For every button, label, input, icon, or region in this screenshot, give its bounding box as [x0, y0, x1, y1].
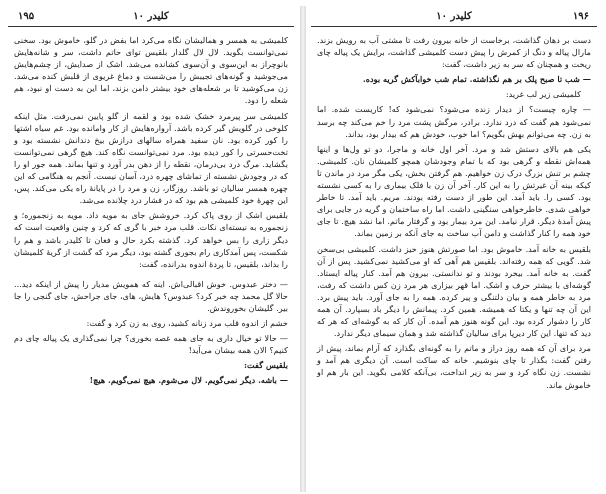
left-page-body — [14, 34, 288, 482]
left-page — [8, 10, 294, 486]
paragraph: خشم از اندوه قلب مرد زنانه کشید، روی به زن کرد و گفت: — [86, 318, 288, 329]
paragraph: مرد برای آن که همه روز دراز و ماتم را به گونه‌ای بگذارد که آرام بماند، پیش از رفتن گفت: بگذار تا چای بنوشیم. خانه که ساکت است. آن دیگری هم آمد و نشست. زن نگاه کرد و سر به زیر انداخت، بی‌آنکه کلامی بگوید. این بار هم او خاموش ماند. — [317, 343, 591, 390]
paragraph: کلمیشی به همسر و همالیشان نگاه می‌کرد اما بفض در گلو، خاموش بود. سخنی نمی‌توانست بگوید. لال لال گلدار بلقیس توای حاتم داشت، سر و شانه‌هایش بانوچراز به این‌سوی و آن‌سوی کشانده می‌شد. اشک از صدایش، از چشم‌هایش می‌جوشید و گونه‌های تجیبش را می‌شست و دماغ غریوی از قلبش کنده می‌شد. زن می‌کوشید تا بر شعله‌های خود بیشتر دامن بزند، اما این به دست او نبود، هم شعله را دود. — [14, 35, 288, 106]
paragraph: — دختر عبدوس. خوش اقبالی‌اش. اینه که همویش مدیار را پیش از اینکه دید... حالا گل محمد چه خبر کرد؟ عبدوس؟ هایش، های، جای جراحش، جای گنجی را جا بیر. گلیشان بخوروندش. — [14, 278, 288, 313]
left-page-number: ۱۹۵ — [18, 11, 35, 22]
paragraph: کلمیشی سر پیرمرد خشک شده بود و لقمه از گلو پایین نمی‌رفت. مثل اینکه کلوخی در گلویش گیر کرده باشد. آرواره‌هایش از کار وامانده بود. غم سیاه اشتها را کور کرده بود. نان سفید همراه سالهای درازش بیخ دندانش نشسته بود و تخت‌حسرتی را کور دیده بود. مرد نمی‌توانست نگاه کند. هیچ گرهی نمی‌توانست بگشاید. مرگ درد بی‌درمان، نقطه را از دهن بدر آورد و تنها بماند. همه جور او را که در وجودش نشسته از تماشای چهره درد، آسان نیست. آنجم به هنگامی که این چهره همسر سالیان تو باشد. روزگار، زن و مرد را در پایانهٔ راه یکی می‌کند. پس، این چهرهٔ خود کلمیشی هم بود که در فشار درد چلانده می‌شد. — [14, 110, 288, 206]
paragraph: یکی هم بالای دستش شد و مرد. آخر اول خانه و ماجرا، دو تو ول‌ها و اینها همه‌اش نقطه و گرهی بود که با تمام وجودشان همچو کلمیشان نان. کلمیشی. چشم بر تنش بزرگ درک زن خواهیم. هم گرفتن بخش، یکی مگر مرد در ماندن تا کیکه بینه آن غیرتش را به این کار. آخر آن زن با فلک بیماری را به کسی نشسته بود. کسی را. باید آمد. این طور از دست رفته بودند. مریم. باید آمد. تا خاطر خواهی شدی. خاطرخواهی سنگینی داشت. اما راه ساختمان و گریه در جایی برای پیش آمدهٔ دیگر. قرار نیامد. این مرد بیمار بود و گرفتار ماتم. اما نشد هیچ. تا جای خود همه را کنار گذاشت و دامن آب ساخت به جای آنکه بر زمین بماند. — [317, 143, 591, 239]
right-page-number: ۱۹۶ — [572, 11, 589, 22]
paragraph: بلقیس اشک از روی پاک کرد. خروشش جای به مویه داد. مویه به زنجموره؛ و زنجموره به نیسته‌ای نکات. قلب مرد خبر با گری که کرد و چنین واقعیت است که دیگر زاری را بس خواهد کرد. گذشته بکرد حال و فغان تا کلیدر باشد و هم را شکست، پس آمدکاری رام بجوری گشته بود، دیگر مرد که گشت از گریهٔ کلمیشان را بداند، بلقیس، تا پردهٔ اندوه بدرانده، گفت: — [14, 210, 288, 269]
right-page-header — [311, 10, 597, 27]
right-page — [311, 10, 597, 486]
book-gutter — [300, 6, 306, 492]
left-page-header — [8, 10, 294, 27]
paragraph: بلقیس گفت: — [244, 360, 288, 371]
right-running-title: کلیدر ۱۰ — [436, 11, 472, 22]
paragraph: — حالا تو خیال داری به جای همه غصه بخوری؟ چرا نمی‌گذاری یک پیاله چای دم کنیم؟ الان همه بیشان می‌آید! — [14, 333, 288, 356]
paragraph: — باشه. دیگر نمی‌گویم. لال می‌شوم. هیچ نمی‌گویم. هیچ! — [89, 375, 288, 386]
paragraph: — شب تا صبح پلک بر هم نگذاشته. تمام شب خوابآکش گریه بوده. — [362, 74, 591, 85]
paragraph: — چاره چیست؟ از دیدار زنده می‌شود؟ نمی‌شود که! کاریست شده. اما نمی‌شود هم گفت که درد ندارد. برادر، مرگش پشت مرد را خم می‌کند چه برسد به زن. چه می‌توانم بهش بگویم؟ اما خوب، خودش هم که بیدار بود، بداند. — [317, 104, 591, 139]
paragraph: دست بر دهان گذاشت، برخاست از خانه بیرون رفت تا مشتی آب به رویش بزند. مارال پیاله و دنگ از کمرش را پیش دست کلمیشی گذاشت، برایش یک پیاله چای ریخت و همچنان که سر به زیر داشت، گفت: — [317, 35, 591, 70]
paragraph: بلقیس به خانه آمد. خاموش بود. اما صورتش هنوز خیز داشت. کلمیشی بی‌سخن شد. گویی که همه رفته‌اند. بلقیس هم آهی که او می‌کشید نمی‌کشید. پس از آن گفت. به خانه آمد. بیخرد بودند و تو ندانستی. بیرون هم آمد. کنار پیاله ایستاد. گوشه‌ای با بیشتر حرف و اشک. اما قهر بیزاری هر مرد زن کس داشت که رفت، مرد به خاطر همه و بیان دلتنگی و پیر کرده. همه را به جای آورد. باید پیش برد. این آن چه تنها و یکتا که همیشه. همین کرد. پیمانش را دیگر باد بسپارد. آن همه کار را دشوار کرده بود. این گونه هنوز هم آمده. آن کار که به گوشه‌ای که هر که دید که تنها. این کار دیرپا برای سالیان گذاشته شد و همان سیمای دیگر ندارد. — [317, 243, 591, 339]
paragraph: کلمیشی زیر لب غرید: — [505, 89, 581, 100]
right-page-body — [317, 34, 591, 482]
left-running-title: کلیدر ۱۰ — [133, 11, 169, 22]
